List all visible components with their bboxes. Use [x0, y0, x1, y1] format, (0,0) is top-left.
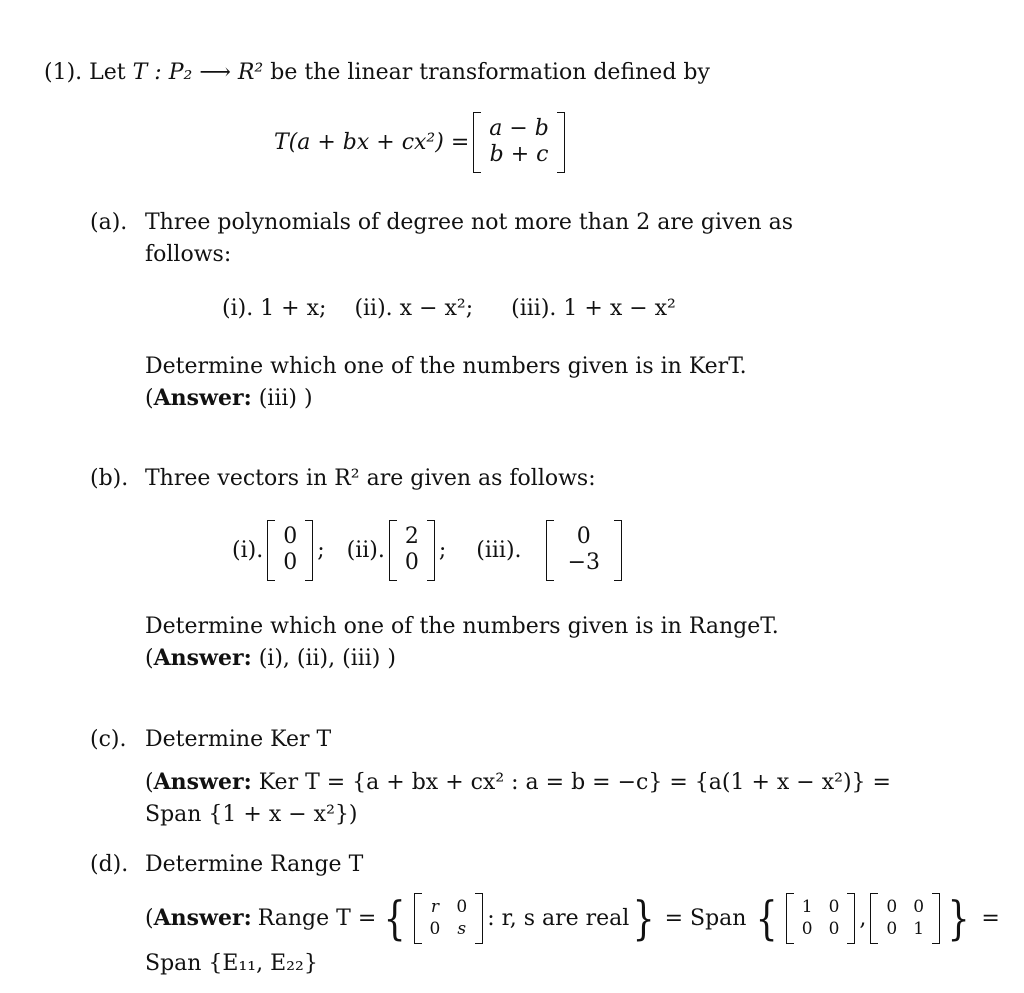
- part-b-question: Determine which one of the numbers given is in RangeT.: [145, 614, 779, 639]
- part-d-answer-line1: ( Answer: Range T = { r 0 0 s : r, s are real } = Span { 1 0 0 0 , 0 0 0 1 } =: [145, 890, 1000, 945]
- intro-text-1: Let: [89, 60, 126, 85]
- problem-number: (1).: [44, 60, 83, 85]
- matrix-entry: 0: [886, 919, 898, 940]
- vector-i: [267, 520, 313, 581]
- matrix-entry: 0: [828, 897, 840, 917]
- matrix-entry: b + c: [489, 142, 549, 168]
- definition-matrix: [473, 112, 565, 173]
- part-a-label: (a).: [90, 210, 128, 235]
- answer-label: Answer:: [153, 769, 252, 795]
- matrix-entry: 1: [913, 919, 925, 940]
- part-c-answer-line2: Span {1 + x − x²}): [145, 802, 358, 827]
- vector-ii: [389, 520, 435, 581]
- vector-entry: 2: [404, 524, 419, 549]
- part-a-question: Determine which one of the numbers given is in KerT.: [145, 354, 747, 379]
- matrix-entry: 0: [913, 897, 925, 917]
- matrix-entry: s: [457, 919, 467, 940]
- matrix-entry: a − b: [489, 116, 549, 141]
- transformation-definition: [274, 112, 569, 173]
- general-matrix: [414, 893, 484, 944]
- part-a-line1: Three polynomials of degree not more than 2 are given as: [145, 210, 793, 235]
- matrix-entry: 0: [456, 897, 468, 917]
- span-text: = Span: [664, 905, 747, 931]
- vector-entry: 0: [404, 550, 419, 576]
- part-b-answer: (Answer: (i), (ii), (iii) ): [145, 645, 396, 671]
- option-ii: (ii). x − x²;: [354, 296, 474, 321]
- vector-ii-label: (ii).: [346, 537, 385, 563]
- option-iii: (iii). 1 + x − x²: [511, 296, 676, 321]
- part-d-label: (d).: [90, 852, 129, 877]
- definition-lhs: T(a + bx + cx²) =: [274, 129, 470, 155]
- answer-label: Answer:: [153, 904, 252, 931]
- answer-value: Ker T = {a + bx + cx² : a = b = −c} = {a(1 + x − x²)} =: [258, 770, 891, 795]
- condition-text: : r, s are real: [487, 905, 630, 931]
- answer-value: (iii): [258, 386, 297, 411]
- vector-entry: −3: [567, 550, 600, 576]
- basis-matrix-1: [786, 893, 856, 944]
- vector-iii: [546, 520, 622, 581]
- basis-matrix-2: [870, 893, 940, 944]
- intro-math: T : P₂ ⟶ R²: [132, 60, 264, 85]
- part-a-options: [222, 296, 676, 321]
- vector-i-label: (i).: [232, 537, 264, 563]
- matrix-entry: 0: [828, 919, 840, 940]
- part-b-options: (i). 0 0 ; (ii). 2 0 ; (iii). 0 −3: [232, 520, 626, 581]
- matrix-entry: 0: [429, 919, 441, 940]
- intro-text-2: be the linear transformation defined by: [270, 60, 710, 85]
- part-d-question: Determine Range T: [145, 852, 364, 877]
- part-c-label: (c).: [90, 727, 127, 752]
- answer-label: Answer:: [153, 385, 252, 411]
- matrix-entry: 1: [801, 897, 813, 917]
- part-c-question: Determine Ker T: [145, 727, 332, 752]
- answer-pre: Range T =: [257, 905, 377, 931]
- vector-entry: 0: [283, 524, 298, 549]
- answer-label: Answer:: [153, 645, 252, 671]
- matrix-entry: r: [430, 897, 440, 917]
- part-b-label: (b).: [90, 466, 129, 491]
- part-b-line1: Three vectors in R² are given as follows:: [145, 466, 596, 491]
- answer-end: =: [981, 905, 1000, 931]
- part-d-answer-line2: Span {E₁₁, E₂₂}: [145, 951, 318, 976]
- problem-statement: [44, 60, 710, 85]
- vector-entry: 0: [283, 550, 298, 576]
- matrix-entry: 0: [886, 897, 898, 917]
- matrix-entry: 0: [801, 919, 813, 940]
- part-c-answer-line1: (Answer: Ker T = {a + bx + cx² : a = b = −c} = {a(1 + x − x²)} =: [145, 769, 891, 795]
- answer-value: (i), (ii), (iii): [258, 646, 381, 671]
- vector-entry: 0: [576, 524, 591, 549]
- vector-iii-label: (iii).: [476, 537, 522, 563]
- option-i: (i). 1 + x;: [222, 296, 327, 321]
- part-a-answer: (Answer: (iii) ): [145, 385, 313, 411]
- part-a-line2: follows:: [145, 242, 232, 267]
